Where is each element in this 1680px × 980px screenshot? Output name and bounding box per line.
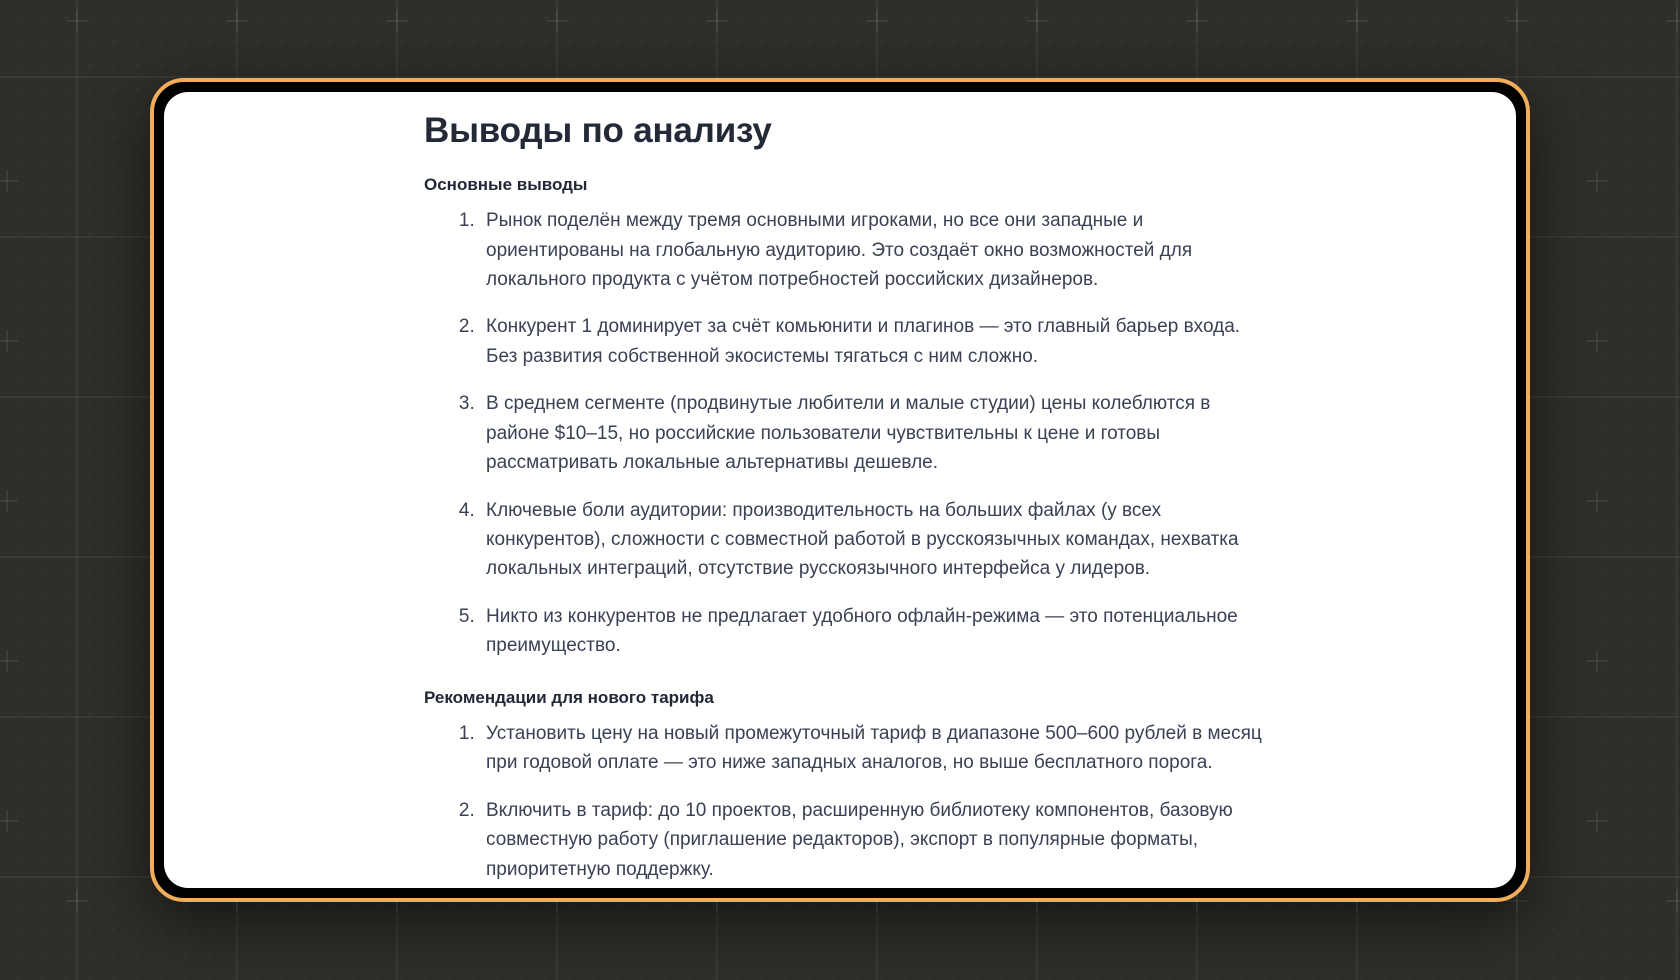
document-viewport[interactable]: [164, 92, 1516, 888]
section-heading-main-conclusions: Основные выводы: [424, 175, 588, 194]
list-item: 2. Включить в тариф: до 10 проектов, расширенную библиотеку компонентов, базовую совместную работу (приглашение редакторов), экспорт в популярные форматы, приоритетную поддержку.: [480, 796, 1274, 884]
main-conclusions-list: [424, 206, 1274, 661]
list-item: 4. Ключевые боли аудитории: производительность на больших файлах (у всех конкурентов), сложности с совместной работой в русскоязычных командах, нехватка локальных интеграций, отсутствие русскоязычного интерфейса у лидеров.: [480, 496, 1274, 584]
list-item: 2. Конкурент 1 доминирует за счёт комьюнити и плагинов — это главный барьер входа. Без развития собственной экосистемы тягаться с ним сложно.: [480, 312, 1274, 371]
section-heading-tariff-recommendations: Рекомендации для нового тарифа: [424, 687, 714, 707]
tariff-recommendations-list: [424, 719, 1274, 884]
list-item: 1. Установить цену на новый промежуточный тариф в диапазоне 500–600 рублей в месяц при годовой оплате — это ниже западных аналогов, но выше бесплатного порога.: [480, 719, 1274, 778]
list-item: 3. В среднем сегменте (продвинутые любители и малые студии) цены колеблются в районе $10–15, но российские пользователи чувствительны к цене и готовы рассматривать локальные альтернативы дешевле.: [480, 389, 1274, 477]
page-title: Выводы по анализу: [424, 111, 772, 150]
list-item: 5. Никто из конкурентов не предлагает удобного офлайн-режима — это потенциальное преимущество.: [480, 602, 1274, 661]
list-item: 1. Рынок поделён между тремя основными игроками, но все они западные и ориентированы на глобальную аудиторию. Это создаёт окно возможностей для локального продукта с учётом потребностей российских дизайнеров.: [480, 206, 1274, 294]
device-frame: [150, 78, 1530, 902]
document-content: [164, 92, 1516, 884]
